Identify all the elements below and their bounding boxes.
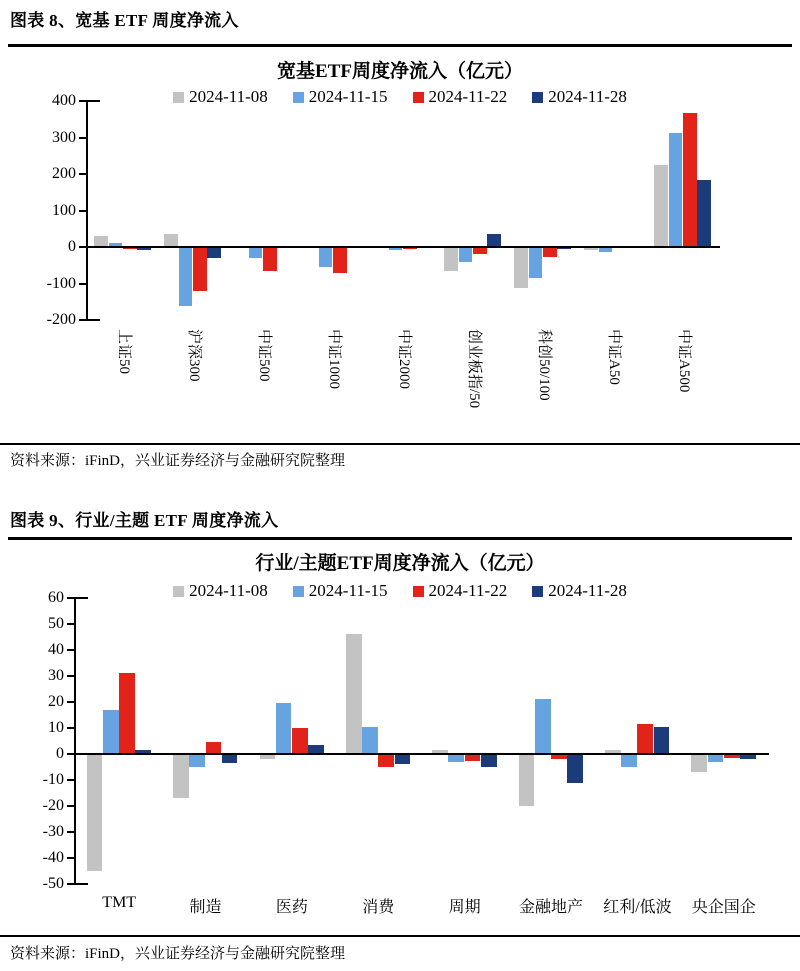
y-tick — [67, 623, 74, 625]
x-category-label: 中证1000 — [326, 329, 342, 390]
x-category-label: 周期 — [448, 899, 481, 916]
legend-label: 2024-11-08 — [189, 581, 268, 600]
bar — [249, 247, 263, 258]
bar — [207, 247, 221, 258]
y-tick — [67, 701, 74, 703]
bar — [514, 247, 528, 288]
bar — [637, 724, 653, 754]
x-category-label: 消费 — [362, 899, 395, 916]
y-tick-label: -50 — [42, 875, 64, 892]
bar — [459, 247, 473, 262]
x-category-label: 沪深300 — [186, 329, 202, 382]
bar — [222, 754, 238, 763]
legend-label: 2024-11-28 — [548, 87, 627, 106]
y-tick — [67, 753, 74, 755]
y-tick — [67, 857, 74, 859]
y-tick-label: 100 — [52, 201, 76, 219]
y-axis-line — [86, 101, 88, 320]
bar — [621, 754, 637, 767]
y-tick — [67, 597, 74, 599]
bar — [378, 754, 394, 767]
y-tick-label: 10 — [48, 719, 64, 736]
bar — [691, 754, 707, 772]
figure9-divider — [8, 537, 792, 540]
chart2-x-axis-labels — [76, 894, 767, 920]
legend-swatch — [413, 586, 424, 597]
legend-label: 2024-11-15 — [308, 87, 388, 106]
y-tick-label: 200 — [52, 165, 76, 182]
y-tick-label: 60 — [48, 589, 64, 606]
bar — [87, 754, 103, 871]
bar — [119, 673, 135, 754]
y-tick — [79, 100, 86, 102]
y-axis-bottom-cap — [86, 319, 100, 321]
chart1-x-axis-labels — [88, 327, 718, 439]
y-tick — [79, 137, 86, 139]
figure9-header: 图表 9、行业/主题 ETF 周度净流入 — [10, 511, 279, 530]
legend-label: 2024-11-28 — [548, 581, 627, 600]
bar — [444, 247, 458, 271]
y-axis-bottom-cap — [74, 883, 88, 885]
x-category-label: 金融地产 — [519, 899, 584, 916]
y-tick-label: -100 — [46, 274, 76, 292]
y-tick-label: 0 — [56, 745, 64, 762]
y-tick-label: -10 — [42, 771, 64, 788]
legend-swatch — [532, 586, 543, 597]
y-tick — [67, 779, 74, 781]
y-tick-label: 40 — [48, 641, 64, 658]
x-category-label: 红利/低波 — [603, 899, 672, 916]
y-tick — [79, 173, 86, 175]
y-tick-label: 50 — [48, 615, 64, 632]
bar — [173, 754, 189, 798]
bar — [346, 634, 362, 754]
x-category-label: 创业板指/50 — [466, 329, 482, 409]
figure8-source-note: 资料来源：iFinD，兴业证券经济与金融研究院整理 — [10, 453, 346, 469]
bar — [654, 165, 668, 247]
bar — [669, 133, 683, 247]
legend-label: 2024-11-22 — [428, 581, 508, 600]
x-category-label: 中证2000 — [396, 329, 412, 390]
y-axis-line — [74, 598, 76, 884]
bar — [481, 754, 497, 767]
y-tick-label: 20 — [48, 693, 64, 710]
legend-label: 2024-11-08 — [189, 87, 268, 106]
bar — [319, 247, 333, 267]
y-tick-label: -30 — [42, 823, 64, 840]
x-category-label: 上证50 — [116, 329, 132, 375]
y-tick-label: -40 — [42, 849, 64, 866]
bar — [529, 247, 543, 278]
y-tick-label: -200 — [46, 311, 76, 328]
figure9-source-divider — [0, 935, 800, 937]
legend-label: 2024-11-15 — [308, 581, 388, 600]
zero-line — [74, 753, 769, 756]
figure8-source-divider — [0, 443, 800, 445]
x-category-label: 中证A500 — [676, 329, 692, 393]
y-tick — [79, 319, 86, 321]
bar — [103, 710, 119, 754]
x-category-label: TMT — [102, 894, 137, 911]
bar — [654, 727, 670, 754]
y-tick — [79, 246, 86, 248]
y-axis-top-cap — [74, 597, 88, 599]
legend-label: 2024-11-22 — [428, 87, 508, 106]
bar — [276, 703, 292, 754]
bar — [179, 247, 193, 306]
figure9-source-note: 资料来源：iFinD，兴业证券经济与金融研究院整理 — [10, 946, 346, 962]
bar — [292, 728, 308, 754]
bar — [263, 247, 277, 271]
legend-swatch — [293, 586, 304, 597]
figure8-divider — [8, 44, 792, 47]
x-category-label: 制造 — [189, 899, 222, 916]
bar — [333, 247, 347, 273]
x-category-label: 中证A50 — [606, 329, 622, 385]
bar — [395, 754, 411, 764]
y-tick — [79, 210, 86, 212]
legend-swatch — [173, 586, 184, 597]
bar — [683, 113, 697, 247]
y-axis-top-cap — [86, 100, 100, 102]
bar — [535, 699, 551, 754]
y-tick-label: -20 — [42, 797, 64, 814]
y-tick — [67, 883, 74, 885]
y-tick — [79, 283, 86, 285]
y-tick — [67, 805, 74, 807]
y-tick-label: 0 — [68, 238, 76, 255]
y-tick-label: 30 — [48, 667, 64, 684]
y-tick — [67, 831, 74, 833]
bar — [567, 754, 583, 783]
y-tick — [67, 649, 74, 651]
y-tick — [67, 675, 74, 677]
bar — [193, 247, 207, 291]
bar — [519, 754, 535, 806]
x-category-label: 央企国企 — [691, 899, 756, 916]
bar — [697, 180, 711, 247]
figure8-header: 图表 8、宽基 ETF 周度净流入 — [10, 11, 239, 30]
y-tick-label: 400 — [52, 92, 76, 109]
bar — [362, 727, 378, 754]
x-category-label: 中证500 — [256, 329, 272, 382]
y-tick — [67, 727, 74, 729]
bar — [189, 754, 205, 767]
zero-line — [86, 246, 720, 249]
x-category-label: 科创50/100 — [536, 329, 552, 401]
chart2-title: 行业/主题ETF周度净流入（亿元） — [255, 553, 545, 574]
y-tick-label: 300 — [52, 128, 76, 146]
bar — [543, 247, 557, 257]
chart1-title: 宽基ETF周度净流入（亿元） — [277, 61, 523, 82]
x-category-label: 医药 — [275, 899, 308, 916]
